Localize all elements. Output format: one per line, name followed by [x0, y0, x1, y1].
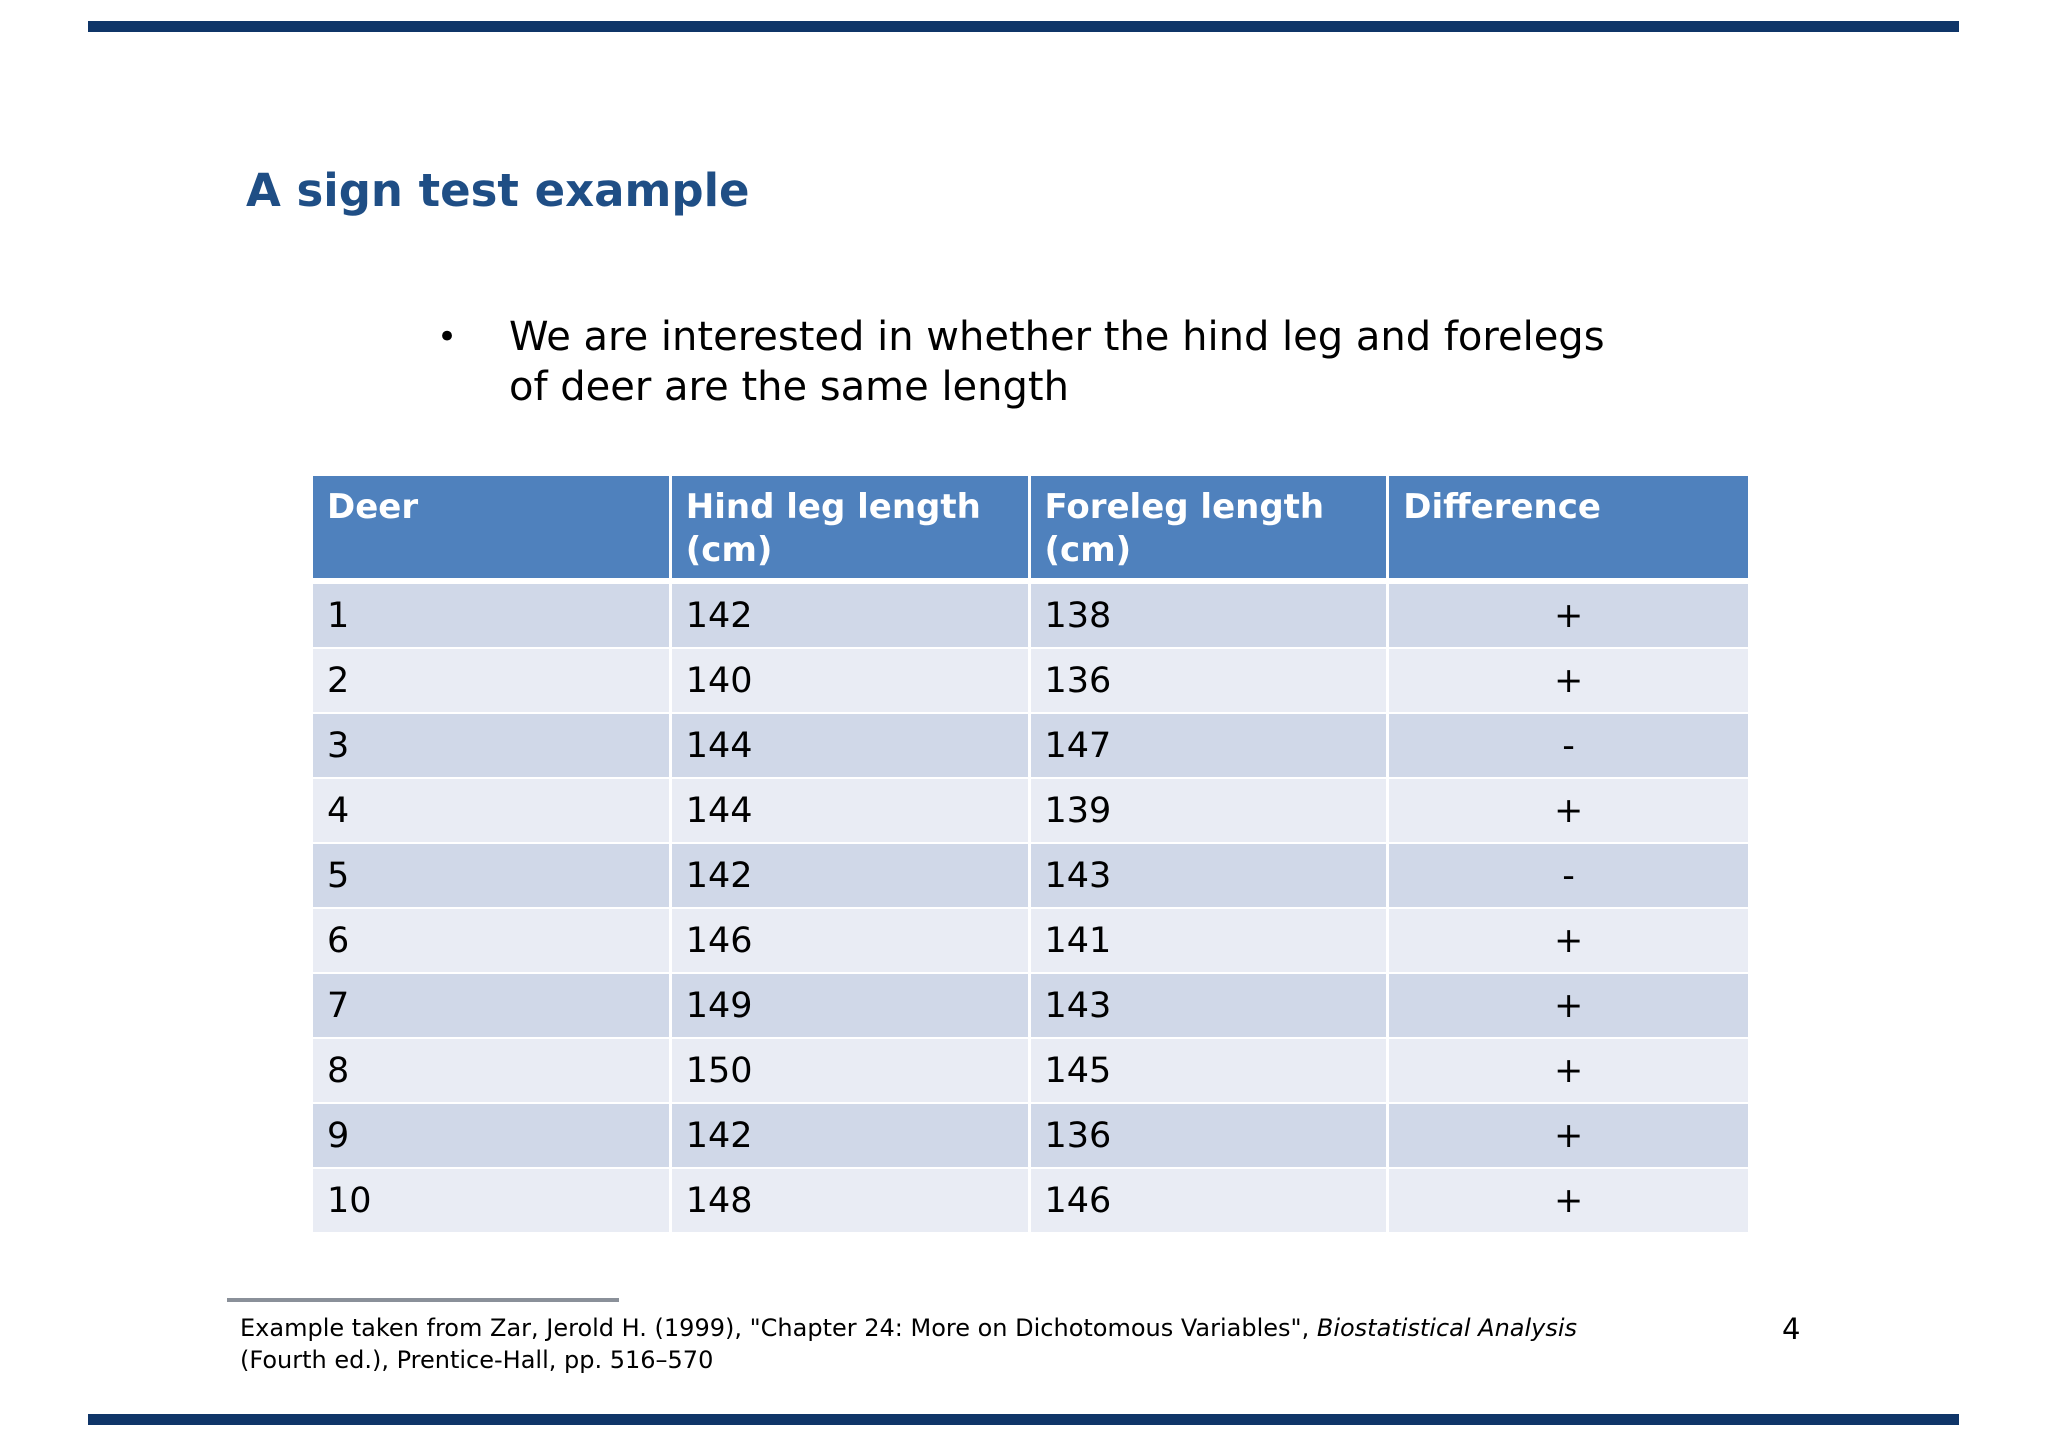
header-deer: Deer — [313, 476, 672, 584]
cell-hind-leg: 150 — [672, 1039, 1031, 1104]
footnote-prefix: Example taken from Zar, Jerold H. (1999), "Chapter 24: More on Dichotomous Variables", — [240, 1314, 1317, 1342]
cell-hind-leg: 144 — [672, 714, 1031, 779]
cell-difference: + — [1389, 779, 1748, 844]
cell-difference: - — [1389, 844, 1748, 909]
cell-difference: + — [1389, 909, 1748, 974]
cell-deer: 9 — [313, 1104, 672, 1169]
cell-deer: 5 — [313, 844, 672, 909]
table-row — [313, 909, 1748, 974]
table-row — [313, 1104, 1748, 1169]
table-body — [313, 584, 1748, 1234]
slide-title: A sign test example — [246, 164, 750, 217]
cell-hind-leg: 148 — [672, 1169, 1031, 1234]
cell-foreleg: 146 — [1031, 1169, 1390, 1234]
footnote-suffix: (Fourth ed.), Prentice-Hall, pp. 516–570 — [240, 1346, 714, 1374]
deer-leg-table — [313, 476, 1748, 1234]
cell-foreleg: 147 — [1031, 714, 1390, 779]
table-row — [313, 649, 1748, 714]
cell-deer: 2 — [313, 649, 672, 714]
table-row — [313, 714, 1748, 779]
cell-foreleg: 136 — [1031, 649, 1390, 714]
table-row — [313, 844, 1748, 909]
cell-deer: 3 — [313, 714, 672, 779]
cell-hind-leg: 146 — [672, 909, 1031, 974]
cell-difference: + — [1389, 649, 1748, 714]
bullet-text: We are interested in whether the hind leg and forelegs of deer are the same length — [509, 314, 1605, 410]
bullet-marker: • — [437, 317, 458, 357]
table-row — [313, 779, 1748, 844]
cell-hind-leg: 149 — [672, 974, 1031, 1039]
cell-foreleg: 143 — [1031, 844, 1390, 909]
cell-foreleg: 143 — [1031, 974, 1390, 1039]
cell-hind-leg: 142 — [672, 844, 1031, 909]
page-number: 4 — [1782, 1312, 1801, 1346]
cell-difference: + — [1389, 1104, 1748, 1169]
table-row — [313, 584, 1748, 649]
cell-hind-leg: 144 — [672, 779, 1031, 844]
cell-difference: + — [1389, 1039, 1748, 1104]
footnote-rule — [227, 1298, 619, 1302]
header-hind-leg-length: Hind leg length (cm) — [672, 476, 1031, 584]
cell-foreleg: 145 — [1031, 1039, 1390, 1104]
cell-deer: 6 — [313, 909, 672, 974]
cell-deer: 10 — [313, 1169, 672, 1234]
cell-foreleg: 139 — [1031, 779, 1390, 844]
top-rule — [88, 21, 1959, 32]
footnote — [240, 1312, 1590, 1376]
cell-difference: + — [1389, 1169, 1748, 1234]
cell-deer: 7 — [313, 974, 672, 1039]
footnote-book-title: Biostatistical Analysis — [1316, 1314, 1578, 1342]
bottom-rule — [88, 1414, 1959, 1425]
header-difference: Difference — [1389, 476, 1748, 584]
table-row — [313, 974, 1748, 1039]
cell-difference: + — [1389, 584, 1748, 649]
table-header-row — [313, 476, 1748, 584]
cell-foreleg: 141 — [1031, 909, 1390, 974]
header-foreleg-length: Foreleg length (cm) — [1031, 476, 1390, 584]
table-row — [313, 1169, 1748, 1234]
cell-deer: 4 — [313, 779, 672, 844]
cell-difference: + — [1389, 974, 1748, 1039]
cell-deer: 8 — [313, 1039, 672, 1104]
bullet-point — [432, 312, 1632, 412]
table-row — [313, 1039, 1748, 1104]
cell-hind-leg: 142 — [672, 1104, 1031, 1169]
cell-difference: - — [1389, 714, 1748, 779]
cell-foreleg: 138 — [1031, 584, 1390, 649]
cell-hind-leg: 140 — [672, 649, 1031, 714]
cell-deer: 1 — [313, 584, 672, 649]
cell-hind-leg: 142 — [672, 584, 1031, 649]
cell-foreleg: 136 — [1031, 1104, 1390, 1169]
